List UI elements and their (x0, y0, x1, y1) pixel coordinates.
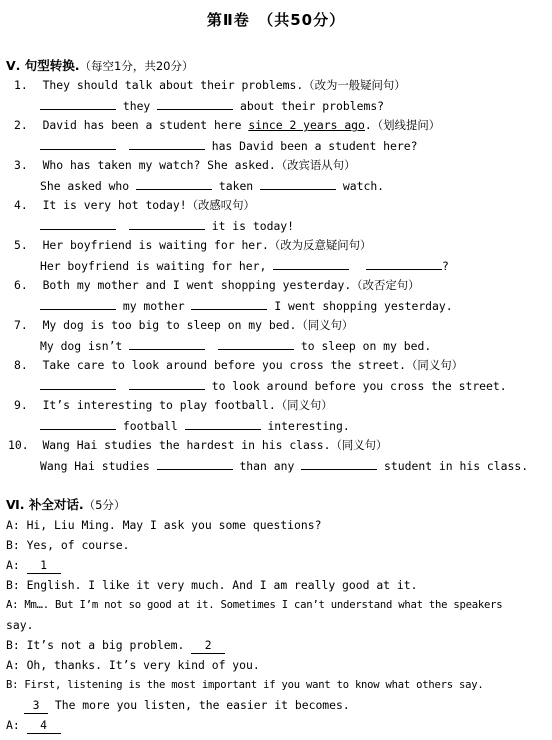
item-7-answer: My dog isn’t to sleep on my bed. (40, 339, 432, 353)
item-10-answer: Wang Hai studies than any student in his class. (40, 459, 529, 473)
dialogue-line: A: 4 (6, 717, 61, 733)
answer-blank[interactable] (40, 377, 116, 390)
answer-blank[interactable] (40, 297, 116, 310)
dialogue-line: B: First, listening is the most important if you want to know what others say. (6, 679, 484, 691)
dialogue-blank-4[interactable]: 4 (27, 717, 61, 734)
item-8-answer: to look around before you cross the street. (40, 377, 507, 393)
item-5-answer: Her boyfriend is waiting for her, ? (40, 259, 449, 273)
answer-blank[interactable] (191, 297, 267, 310)
section-5-heading: Ⅴ. 句型转换.（每空1分，共20分） (6, 58, 194, 73)
dialogue-line-continued: 3 The more you listen, the easier it becomes. (24, 697, 350, 713)
answer-blank[interactable] (136, 177, 212, 190)
page-title: 第Ⅱ卷 （共50分） (206, 11, 346, 29)
dialogue-line: A: Hi, Liu Ming. May I ask you some questions? (6, 518, 322, 532)
answer-blank[interactable] (129, 377, 205, 390)
underlined-phrase: since 2 years ago (248, 118, 365, 132)
answer-blank[interactable] (366, 257, 442, 270)
dialogue-line: A: 1 (6, 557, 61, 573)
answer-blank[interactable] (218, 337, 294, 350)
answer-blank[interactable] (273, 257, 349, 270)
answer-blank[interactable] (301, 457, 377, 470)
item-1-question: 1. They should talk about their problems.（改为一般疑问句） (14, 78, 406, 92)
item-10-question: 10. Wang Hai studies the hardest in his class.（同义句） (8, 438, 388, 452)
answer-blank[interactable] (129, 137, 205, 150)
item-6-question: 6. Both my mother and I went shopping yesterday.（改否定句） (14, 278, 420, 292)
answer-blank[interactable] (260, 177, 336, 190)
answer-blank[interactable] (40, 137, 116, 150)
item-9-answer: football interesting. (40, 417, 350, 433)
dialogue-blank-1[interactable]: 1 (27, 557, 61, 574)
dialogue-line: A: Mm…. But I’m not so good at it. Sometimes I can’t understand what the speakers (6, 599, 503, 611)
item-3-question: 3. Who has taken my watch? She asked.（改宾语从句） (14, 158, 356, 172)
dialogue-line: B: It’s not a big problem. 2 (6, 637, 225, 653)
dialogue-blank-2[interactable]: 2 (191, 637, 225, 654)
item-5-question: 5. Her boyfriend is waiting for her.（改为反意疑问句） (14, 238, 372, 252)
item-3-answer: She asked who taken watch. (40, 179, 385, 193)
answer-blank[interactable] (157, 97, 233, 110)
answer-blank[interactable] (40, 417, 116, 430)
item-2-question: 2. David has been a student here since 2 years ago.（划线提问） (14, 118, 441, 132)
dialogue-line: B: English. I like it very much. And I am really good at it. (6, 578, 418, 592)
section-6-heading: Ⅵ. 补全对话.（5分） (6, 497, 126, 512)
dialogue-line: A: Oh, thanks. It’s very kind of you. (6, 658, 260, 672)
dialogue-line: B: Yes, of course. (6, 538, 130, 552)
item-7-question: 7. My dog is too big to sleep on my bed.（同义句） (14, 318, 354, 332)
item-1-answer: they about their problems? (40, 97, 384, 113)
answer-blank[interactable] (185, 417, 261, 430)
answer-blank[interactable] (40, 217, 116, 230)
answer-blank[interactable] (157, 457, 233, 470)
item-9-question: 9. It’s interesting to play football.（同义句） (14, 398, 333, 412)
item-6-answer: my mother I went shopping yesterday. (40, 297, 453, 313)
item-8-question: 8. Take care to look around before you cross the street.（同义句） (14, 358, 463, 372)
dialogue-blank-3[interactable]: 3 (24, 697, 48, 714)
dialogue-line-continued: say. (6, 618, 34, 632)
item-4-question: 4. It is very hot today!（改感叹句） (14, 198, 255, 212)
answer-blank[interactable] (40, 97, 116, 110)
item-4-answer: it is today! (40, 217, 294, 233)
answer-blank[interactable] (129, 217, 205, 230)
item-2-answer: has David been a student here? (40, 137, 417, 153)
answer-blank[interactable] (129, 337, 205, 350)
